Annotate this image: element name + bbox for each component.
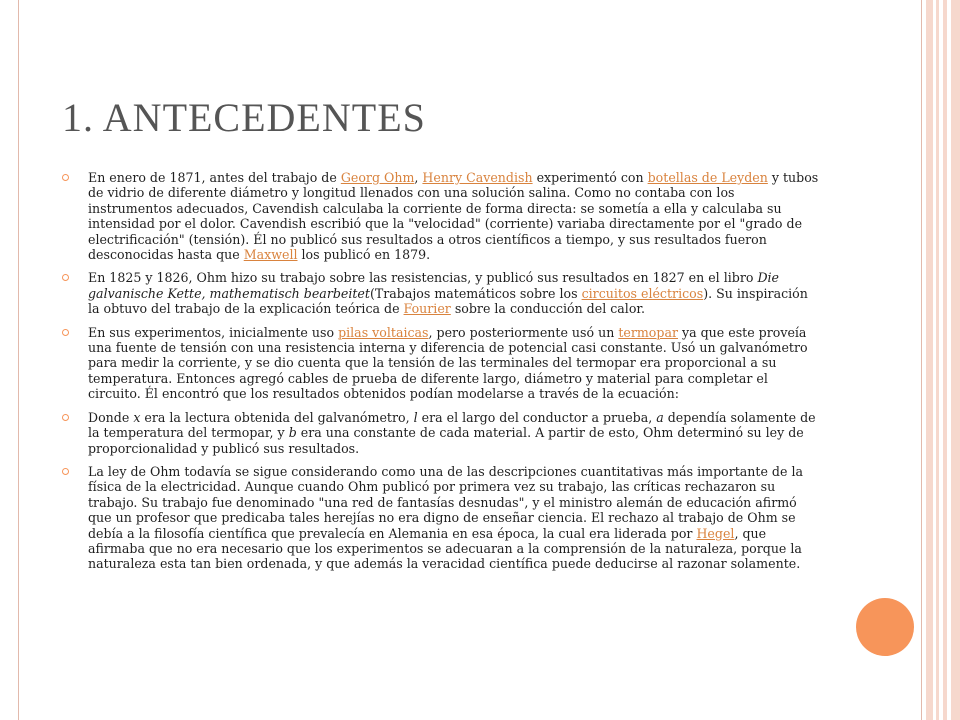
text-segment: (Trabajos matemáticos sobre los (369, 285, 582, 301)
bullet-link[interactable]: Hegel (696, 525, 735, 541)
bullet-icon (62, 274, 69, 281)
text-segment: , (414, 170, 423, 185)
text-segment: En enero de 1871, antes del trabajo de (88, 170, 341, 185)
decorative-stripe (926, 0, 933, 720)
text-segment: ya que este proveía una fuente de tensión con una resistencia interna y diferencia de potencial casi constante. Usó un galvanómetro para medir la corriente, y se dio cuenta que la tensión de las terminales del termopar era proporcional a su temperatura. Entonces agregó cables de prueba de diferente largo, diámetro y material para completar el circuito. Él encontró que los resultados obtenidos podían modelarse a través de la ecuación: (88, 324, 808, 402)
bullet-text (88, 270, 808, 316)
bullet-icon (62, 329, 69, 336)
italic-text: Die galvanische Kette, mathematisch bearbeitet (88, 270, 780, 301)
bullet-link[interactable]: Maxwell (243, 247, 298, 263)
bullet-link[interactable]: pilas voltaicas (338, 324, 429, 340)
text-segment: En 1825 y 1826, Ohm hizo su trabajo sobre las resistencias, y publicó sus resultados en 1827 en el libro (88, 270, 758, 286)
decorative-circle (856, 598, 914, 656)
bullet-link[interactable]: circuitos eléctricos (581, 285, 704, 301)
text-segment: era una constante de cada material. A partir de esto, Ohm determinó su ley de proporcionalidad y publicó sus resultados. (88, 425, 804, 456)
italic-text: b (288, 425, 297, 441)
text-segment: Donde (88, 409, 134, 425)
decorative-stripe (951, 0, 960, 720)
decorative-stripe (936, 0, 939, 720)
bullet-text (88, 170, 818, 262)
bullet-icon (62, 414, 69, 421)
bullet-icon (62, 174, 69, 181)
bullet-link[interactable]: Georg Ohm (340, 170, 415, 185)
bullet-item (60, 270, 820, 316)
bullet-link[interactable]: botellas de Leyden (647, 170, 768, 185)
text-segment: los publicó en 1879. (297, 247, 431, 263)
text-segment: sobre la conducción del calor. (450, 301, 646, 317)
bullet-item (60, 325, 820, 402)
italic-text: x (133, 409, 141, 425)
bullet-item (60, 464, 820, 572)
bullet-text (88, 325, 808, 402)
text-segment: era la lectura obtenida del galvanómetro, (140, 409, 414, 425)
text-segment: , pero posteriormente usó un (428, 324, 619, 340)
text-segment: En sus experimentos, inicialmente uso (88, 324, 339, 340)
italic-text: a (656, 409, 664, 425)
text-segment: dependía solamente de la temperatura del termopar, y (88, 409, 816, 441)
bullet-icon (62, 468, 69, 475)
bullet-list (60, 170, 820, 580)
text-segment: experimentó con (532, 170, 648, 185)
bullet-link[interactable]: Fourier (403, 301, 451, 317)
bullet-text (88, 464, 803, 571)
decorative-stripe (943, 0, 947, 720)
text-segment: La ley de Ohm todavía se sigue considerando como una de las descripciones cuantitativas más importante de la física de la electricidad. Aunque cuando Ohm publicó por primera vez su trabajo, las críticas rechazaron su trabajo. Su trabajo fue denominado "una red de fantasías desnudas", y el ministro alemán de educación afirmó que un profesor que predicaba tales herejías no era digno de enseñar ciencia. El rechazo al trabajo de Ohm se debía a la filosofía científica que prevalecía en Alemania en esa época, la cual era liderada por (88, 463, 803, 541)
slide-title: 1. ANTECEDENTES (62, 95, 426, 140)
italic-text: l (413, 409, 418, 425)
bullet-link[interactable]: termopar (618, 324, 678, 340)
text-segment: , que afirmaba que no era necesario que los experimentos se adecuaran a la comprensión de la naturaleza, porque la naturaleza esta tan bien ordenada, y que además la veracidad científica puede deducirse al razonar solamente. (88, 525, 802, 572)
bullet-item (60, 410, 820, 456)
text-segment: y tubos de vidrio de diferente diámetro y longitud llenados con una solución salina. Como no contaba con los instrumentos adecuados, Cavendish calculaba la corriente de forma directa: se sometía a ella y calculaba su intensidad por el dolor. Cavendish escribió que la "velocidad" (corriente) variaba directamente por el "grado de electrificación" (tensión). Él no publicó sus resultados a otros científicos a tiempo, y sus resultados fueron desconocidas hasta que (88, 170, 819, 263)
bullet-item (60, 170, 820, 262)
text-segment: era el largo del conductor a prueba, (417, 409, 657, 425)
bullet-text (88, 410, 816, 456)
bullet-link[interactable]: Henry Cavendish (422, 170, 533, 185)
text-segment: ). Su inspiración la obtuvo del trabajo de la explicación teórica de (88, 285, 808, 317)
